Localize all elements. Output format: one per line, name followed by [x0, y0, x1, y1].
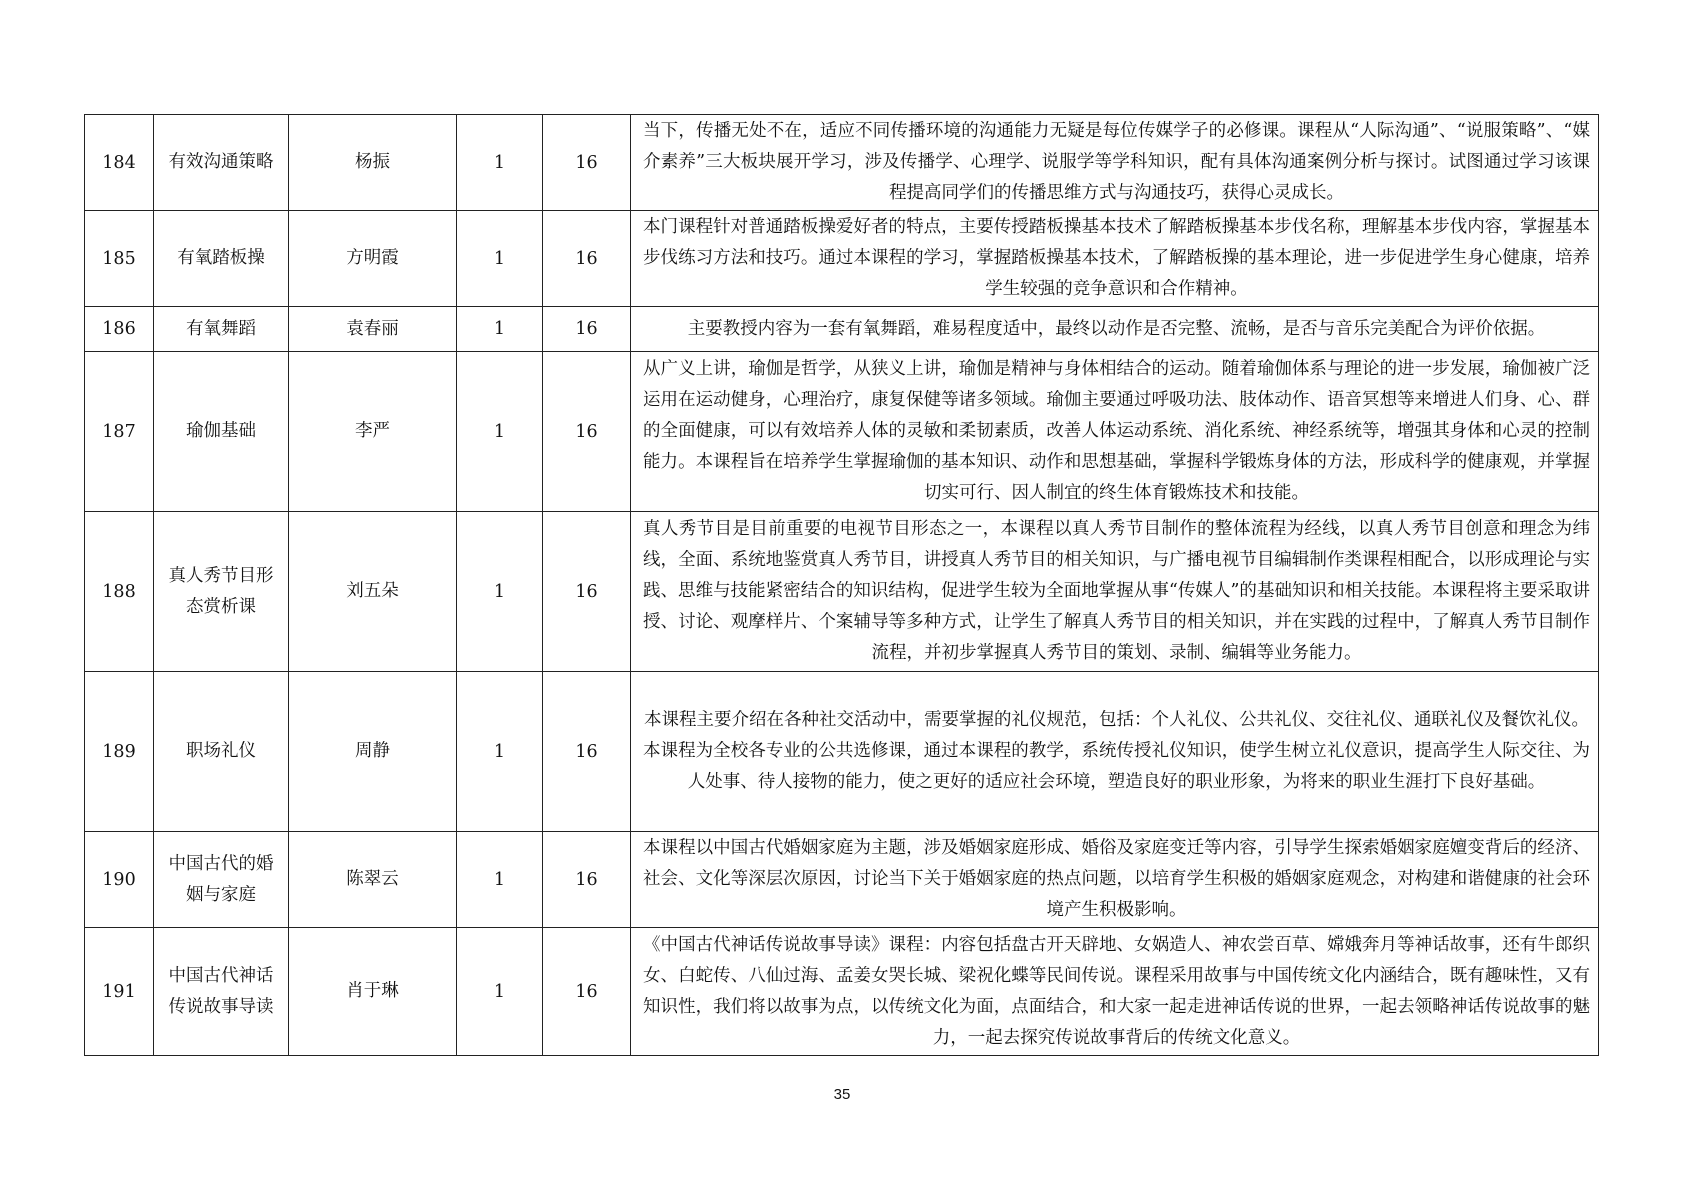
course-credit: 1 — [457, 928, 543, 1056]
description-paragraph: 当下，传播无处不在，适应不同传播环境的沟通能力无疑是每位传媒学子的必修课。课程从“人际沟通”、“说服策略”、“媒介素养”三大板块展开学习，涉及传播学、心理学、说服学等学科知识，配有具体沟通案例分析与探讨。试图通过学习该课程提高同学们的传播思维方式与沟通技巧，获得心灵成长。 — [643, 121, 1590, 203]
course-hours: 16 — [543, 115, 631, 211]
course-name: 有氧踏板操 — [154, 211, 289, 307]
course-number: 189 — [85, 672, 154, 832]
course-hours: 16 — [543, 307, 631, 352]
table-row — [85, 307, 1599, 352]
course-description — [631, 672, 1599, 832]
table-row — [85, 211, 1599, 307]
course-hours: 16 — [543, 928, 631, 1056]
course-name: 瑜伽基础 — [154, 352, 289, 512]
course-name: 职场礼仪 — [154, 672, 289, 832]
course-number: 185 — [85, 211, 154, 307]
course-description — [631, 115, 1599, 211]
course-hours: 16 — [543, 672, 631, 832]
description-paragraph: 从广义上讲，瑜伽是哲学，从狭义上讲，瑜伽是精神与身体相结合的运动。随着瑜伽体系与理论的进一步发展，瑜伽被广泛运用在运动健身，心理治疗，康复保健等诸多领域。瑜伽主要通过呼吸功法、肢体动作、语音冥想等来增进人们身、心、群的全面健康，可以有效培养人体的灵敏和柔韧素质，改善人体运动系统、消化系统、神经系统等，增强其身体和心灵的控制能力。本课程旨在培养学生掌握瑜伽的基本知识、动作和思想基础，掌握科学锻炼身体的方法，形成科学的健康观，并掌握切实可行、因人制宜的终生体育锻炼技术和技能。 — [643, 359, 1590, 503]
table-row — [85, 928, 1599, 1056]
teacher-name: 周静 — [289, 672, 457, 832]
course-description — [631, 211, 1599, 307]
course-name: 有氧舞蹈 — [154, 307, 289, 352]
description-paragraph: 本课程以中国古代婚姻家庭为主题，涉及婚姻家庭形成、婚俗及家庭变迁等内容，引导学生探索婚姻家庭嬗变背后的经济、社会、文化等深层次原因，讨论当下关于婚姻家庭的热点问题，以培育学生积极的婚姻家庭观念，对构建和谐健康的社会环境产生积极影响。 — [643, 838, 1590, 920]
teacher-name: 李严 — [289, 352, 457, 512]
course-description — [631, 832, 1599, 928]
course-description — [631, 307, 1599, 352]
course-table — [84, 114, 1599, 1056]
course-number: 190 — [85, 832, 154, 928]
course-credit: 1 — [457, 352, 543, 512]
course-name: 中国古代的婚姻与家庭 — [154, 832, 289, 928]
description-paragraph: 本课程为全校各专业的公共选修课，通过本课程的教学，系统传授礼仪知识，使学生树立礼仪意识，提高学生人际交往、为人处事、待人接物的能力，使之更好的适应社会环境，塑造良好的职业形象，为将来的职业生涯打下良好基础。 — [643, 741, 1590, 792]
course-name: 真人秀节目形态赏析课 — [154, 512, 289, 672]
table-row — [85, 115, 1599, 211]
page-number: 35 — [833, 1086, 851, 1103]
course-credit: 1 — [457, 512, 543, 672]
course-description — [631, 512, 1599, 672]
teacher-name: 方明霞 — [289, 211, 457, 307]
course-number: 187 — [85, 352, 154, 512]
course-number: 191 — [85, 928, 154, 1056]
course-number: 186 — [85, 307, 154, 352]
course-number: 184 — [85, 115, 154, 211]
course-credit: 1 — [457, 672, 543, 832]
table-row — [85, 832, 1599, 928]
course-hours: 16 — [543, 832, 631, 928]
course-credit: 1 — [457, 307, 543, 352]
teacher-name: 肖于琳 — [289, 928, 457, 1056]
description-paragraph: 本课程主要介绍在各种社交活动中，需要掌握的礼仪规范，包括：个人礼仪、公共礼仪、交往礼仪、通联礼仪及餐饮礼仪。 — [644, 710, 1589, 730]
course-credit: 1 — [457, 211, 543, 307]
course-name: 中国古代神话传说故事导读 — [154, 928, 289, 1056]
course-description — [631, 352, 1599, 512]
teacher-name: 刘五朵 — [289, 512, 457, 672]
course-description — [631, 928, 1599, 1056]
course-hours: 16 — [543, 512, 631, 672]
course-credit: 1 — [457, 115, 543, 211]
teacher-name: 陈翠云 — [289, 832, 457, 928]
course-number: 188 — [85, 512, 154, 672]
description-paragraph: 《中国古代神话传说故事导读》课程：内容包括盘古开天辟地、女娲造人、神农尝百草、嫦娥奔月等神话故事，还有牛郎织女、白蛇传、八仙过海、孟姜女哭长城、梁祝化蝶等民间传说。课程采用故事与中国传统文化内涵结合，既有趣味性，又有知识性，我们将以故事为点，以传统文化为面，点面结合，和大家一起走进神话传说的世界，一起去领略神话传说故事的魅力，一起去探究传说故事背后的传统文化意义。 — [643, 934, 1590, 1048]
description-paragraph: 主要教授内容为一套有氧舞蹈，难易程度适中，最终以动作是否完整、流畅，是否与音乐完美配合为评价依据。 — [687, 318, 1546, 339]
description-paragraph: 本门课程针对普通踏板操爱好者的特点，主要传授踏板操基本技术了解踏板操基本步伐名称，理解基本步伐内容，掌握基本步伐练习方法和技巧。通过本课程的学习，掌握踏板操基本技术，了解踏板操的基本理论，进一步促进学生身心健康，培养学生较强的竞争意识和合作精神。 — [643, 217, 1590, 299]
table-row — [85, 352, 1599, 512]
table-row — [85, 512, 1599, 672]
teacher-name: 杨振 — [289, 115, 457, 211]
table-row — [85, 672, 1599, 832]
course-hours: 16 — [543, 211, 631, 307]
course-credit: 1 — [457, 832, 543, 928]
course-hours: 16 — [543, 352, 631, 512]
teacher-name: 袁春丽 — [289, 307, 457, 352]
course-name: 有效沟通策略 — [154, 115, 289, 211]
description-paragraph: 真人秀节目是目前重要的电视节目形态之一，本课程以真人秀节目制作的整体流程为经线，以真人秀节目创意和理念为纬线，全面、系统地鉴赏真人秀节目，讲授真人秀节目的相关知识，与广播电视节目编辑制作类课程相配合，以形成理论与实践、思维与技能紧密结合的知识结构，促进学生较为全面地掌握从事“传媒人”的基础知识和相关技能。本课程将主要采取讲授、讨论、观摩样片、个案辅导等多种方式，让学生了解真人秀节目的相关知识，并在实践的过程中，了解真人秀节目制作流程，并初步掌握真人秀节目的策划、录制、编辑等业务能力。 — [643, 519, 1590, 663]
